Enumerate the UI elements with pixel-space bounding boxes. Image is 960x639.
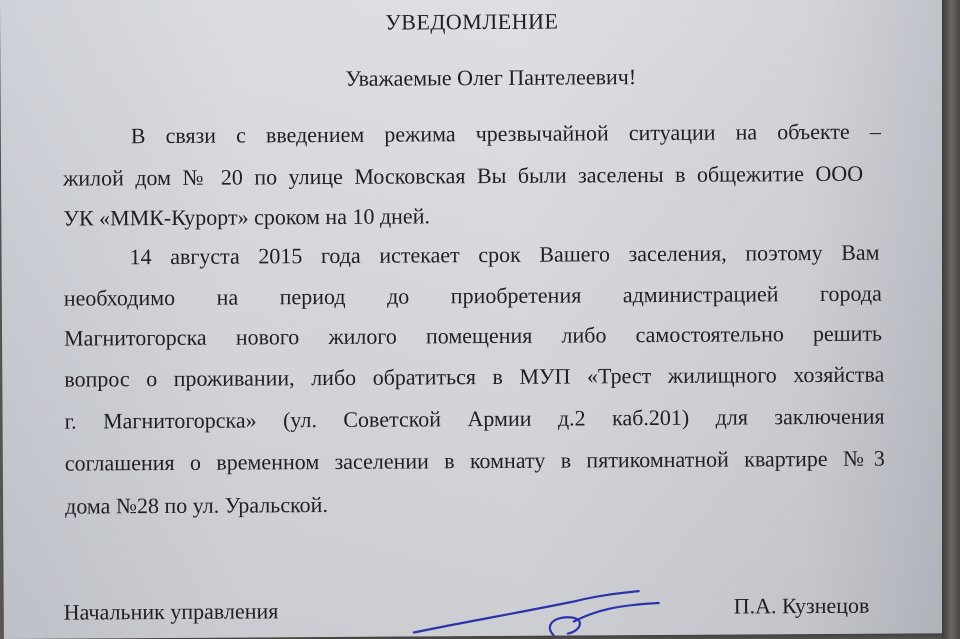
greeting: Уважаемые Олег Пантелеевич! (345, 64, 637, 91)
body-line-6: Магнитогорска нового жилого помещения либо самостоятельно решить (63, 320, 883, 351)
body-line-10: дома №28 по ул. Уральской. (65, 492, 328, 519)
background-edge (942, 0, 960, 639)
signatory-name: П.А. Кузнецов (733, 592, 870, 619)
body-line-4: 14 августа 2015 года истекает срок Вашего заселения, поэтому Вам (129, 239, 880, 270)
signatory-position: Начальник управления (63, 598, 279, 625)
body-line-5: необходимо на период до приобретения администрацией города (63, 280, 882, 311)
body-line-3: УК «ММК-Курорт» сроком на 10 дней. (63, 203, 431, 231)
body-line-1: В связи с введением режима чрезвычайной ситуации на объекте – (130, 118, 881, 149)
handwritten-signature (404, 581, 664, 637)
document-title: УВЕДОМЛЕНИЕ (385, 8, 559, 35)
body-line-9: соглашения о временном заселении в комнату в пятикомнатной квартире №3 (64, 445, 885, 476)
body-line-2: жилой дом № 20 по улице Московская Вы были заселены в общежитие ООО (63, 160, 864, 191)
body-line-7: вопрос о проживании, либо обратиться в МУП «Трест жилищного хозяйства (64, 361, 885, 392)
body-line-8: г. Магнитогорска» (ул. Советской Армии д.2 каб.201) для заключения (64, 403, 885, 434)
